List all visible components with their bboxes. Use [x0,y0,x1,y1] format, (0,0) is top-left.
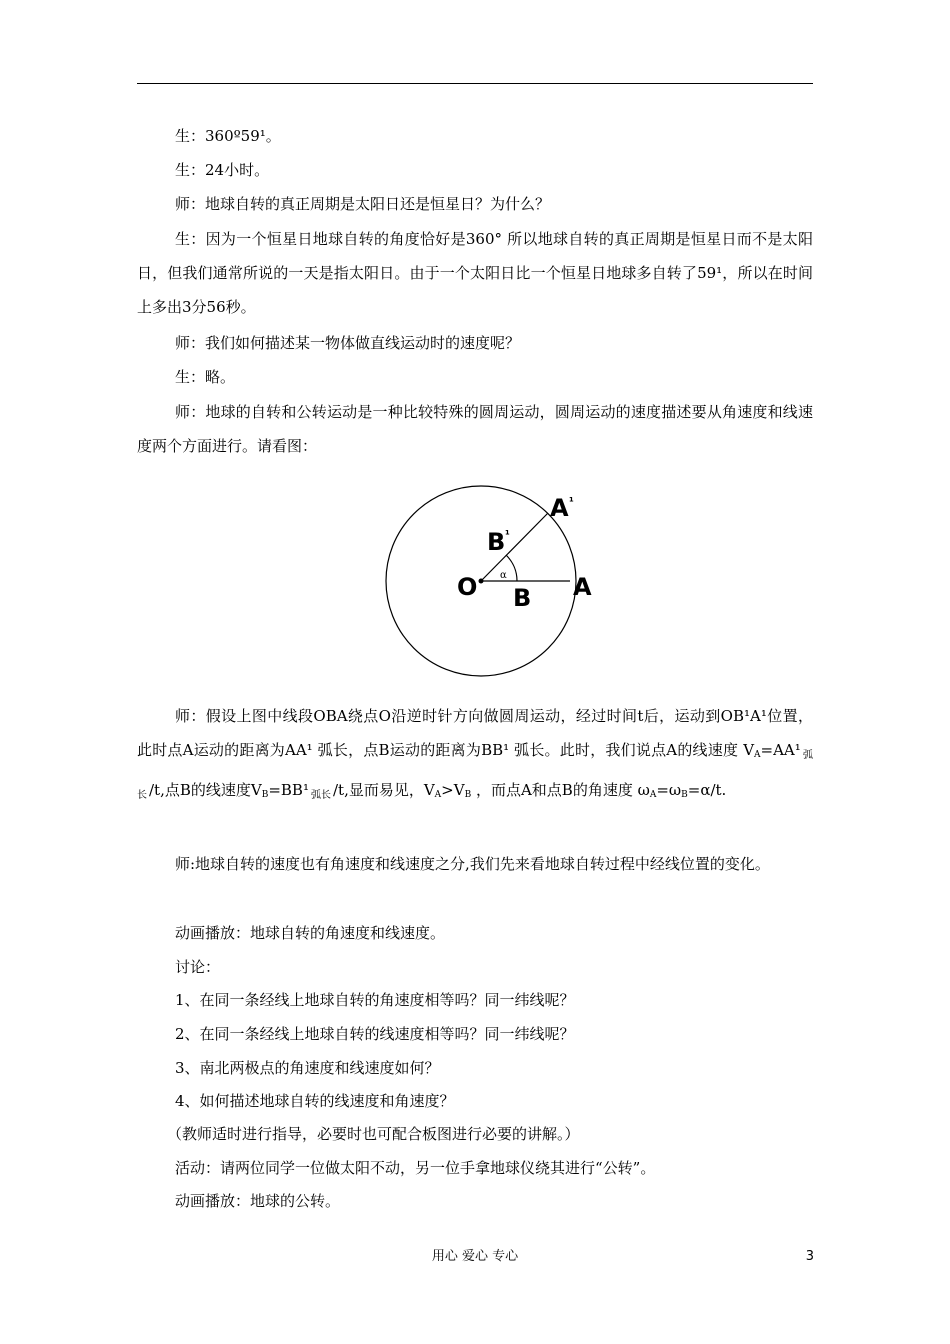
paragraph-1: 生：360º59¹。 [175,127,281,145]
paragraph-8-text-d: =BB¹ [268,781,309,799]
label-a-prime-mark: ¹ [569,495,574,508]
footer-slogan: 用心 爱心 专心 [431,1249,519,1264]
paragraph-11: 讨论： [175,958,221,976]
label-b-prime-mark: ¹ [505,528,510,541]
arc-length-subscript: 弧长 [310,790,331,801]
paragraph-7: 师：地球的自转和公转运动是一种比较特殊的圆周运动，圆周运动的速度描述要从角速度和线速度两个方面进行。请看图： [137,403,813,455]
paragraph-2: 生：24小时。 [175,161,270,179]
angle-arc [506,555,517,581]
paragraph-8-text-b: =AA¹ [760,741,801,759]
paragraph-10: 动画播放：地球自转的角速度和线速度。 [175,924,446,942]
paragraph-8-text-f: >V [441,781,465,799]
paragraph-6: 生：略。 [175,368,236,386]
question-3: 3、南北两极点的角速度和线速度如何？ [175,1059,440,1077]
label-b-prime: B [487,528,506,556]
rotation-diagram [368,478,598,680]
paragraph-8 [137,699,813,813]
paragraph-3: 师：地球自转的真正周期是太阳日还是恒星日？为什么？ [175,195,551,213]
label-a-prime: A [550,494,569,522]
page-number: 3 [805,1249,814,1264]
paragraph-12: （教师适时进行指导，必要时也可配合板图进行必要的讲解。） [167,1125,580,1143]
label-alpha: α [500,570,507,581]
question-2: 2、在同一条经线上地球自转的线速度相等吗？同一纬线呢？ [175,1025,575,1043]
subscript-a: A [754,750,761,760]
subscript-b: B [464,790,472,800]
header-rule [137,83,813,84]
paragraph-9: 师:地球自转的速度也有角速度和线速度之分,我们先来看地球自转过程中经线位置的变化。 [175,855,770,873]
arc-length-subscript: 弧长 [137,750,813,801]
subscript-b: B [681,790,688,800]
label-a: A [573,573,592,601]
subscript-a: A [649,790,657,800]
label-b: B [513,584,532,612]
subscript-b: B [261,790,269,800]
rotation-diagram-svg [368,478,598,680]
paragraph-14: 动画播放：地球的公转。 [175,1192,341,1210]
paragraph-8-text-h: =ω [656,781,682,799]
label-o: O [457,573,478,601]
subscript-a: A [434,790,442,800]
paragraph-8-text-g: ，而点A和点B的角速度 ω [471,781,650,799]
paragraph-13: 活动：请两位同学一位做太阳不动，另一位手拿地球仪绕其进行“公转”。 [175,1159,656,1177]
question-1: 1、在同一条经线上地球自转的角速度相等吗？同一纬线呢？ [175,991,575,1009]
paragraph-4: 生：因为一个恒星日地球自转的角度恰好是360° 所以地球自转的真正周期是恒星日而不是太阳日，但我们通常所说的一天是指太阳日。由于一个太阳日比一个恒星日地球多自转了59¹，所以在时间上多出3分56秒。 [137,230,813,316]
paragraph-8-text-e: /t,显而易见，V [332,781,435,799]
paragraph-8-text-a: 师：假设上图中线段OBA绕点O沿逆时针方向做圆周运动，经过时间t后，运动到OB¹A¹位置，此时点A运动的距离为AA¹ 弧长，点B运动的距离为BB¹ 弧长。此时，我们说点A的线速度 V [137,707,813,759]
question-4: 4、如何描述地球自转的线速度和角速度？ [175,1092,455,1110]
paragraph-5: 师：我们如何描述某一物体做直线运动时的速度呢？ [175,334,521,352]
paragraph-8-text-i: =α/t. [687,781,727,799]
center-point [479,579,484,584]
paragraph-8-text-c: /t,点B的线速度V [149,781,262,799]
